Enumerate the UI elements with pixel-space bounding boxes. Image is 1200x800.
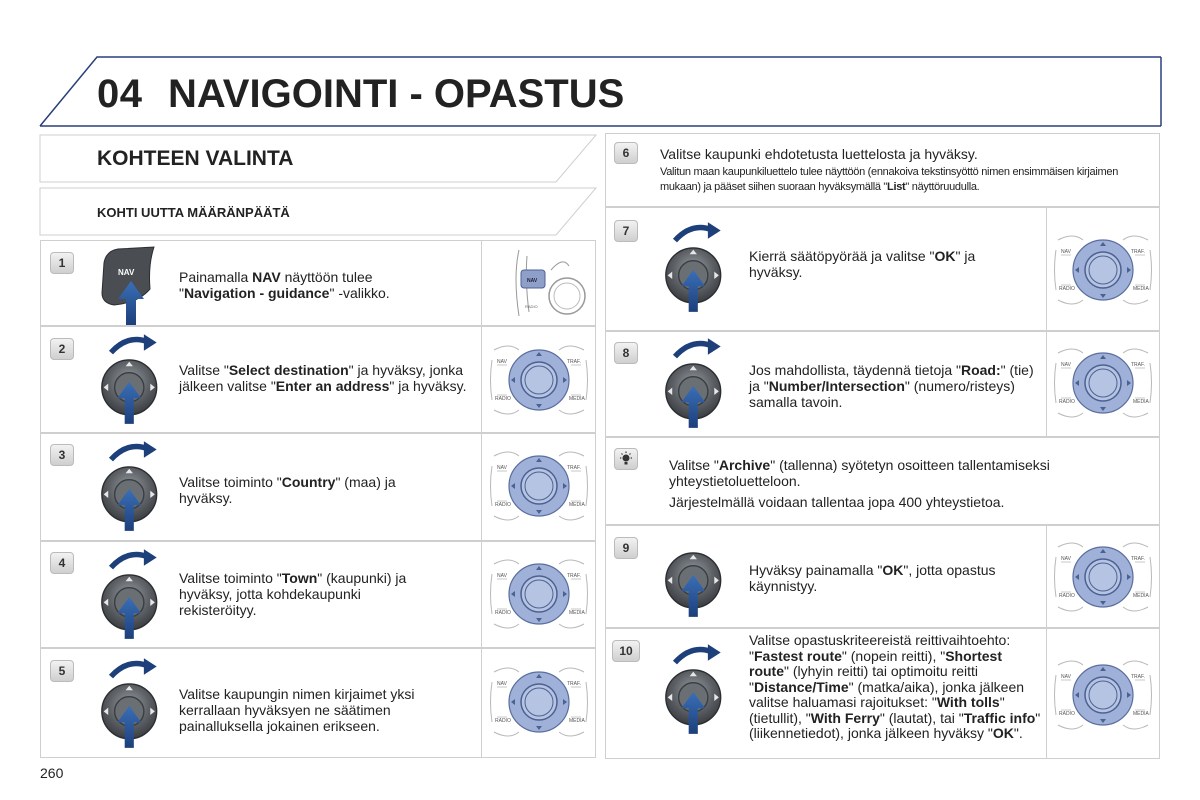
- controller-nav-label: NAV: [497, 573, 507, 579]
- step-text-5: [179, 686, 459, 734]
- bold-text: With tolls: [936, 694, 1000, 710]
- step-badge-10: 10: [612, 640, 640, 662]
- controller-diagram-icon: [1053, 343, 1153, 423]
- controller-trafic-label: TRAF.: [1131, 674, 1145, 680]
- text-run: Valitse kaupungin nimen kirjaimet yksi kerrallaan hyväksyen ne säätimen painalluksella jokainen erikseen.: [179, 686, 415, 734]
- bold-text: Archive: [718, 457, 771, 473]
- rotary-knob-icon: [664, 218, 728, 318]
- page-title: NAVIGOINTI - OPASTUS: [168, 72, 625, 116]
- text-run: " (maa) ja hyväksy.: [179, 474, 396, 506]
- controller-radio-label: RADIO: [1059, 593, 1075, 599]
- rotary-knob-icon: [664, 640, 728, 740]
- bold-text: Town: [281, 570, 318, 586]
- text-run: Valitse opastuskriteereistä reittivaihtoehto: ": [749, 632, 1011, 664]
- bold-text: Distance/Time: [753, 678, 849, 695]
- text-run: Jos mahdollista, täydennä tietoja ": [749, 362, 961, 378]
- text-run: Valitse ": [669, 457, 719, 473]
- step-text-7: [749, 248, 1019, 280]
- controller-trafic-label: TRAF.: [567, 465, 581, 471]
- controller-media-label: MEDIA: [569, 396, 585, 402]
- text-run: näyttöön tulee ": [179, 269, 373, 301]
- controller-nav-label: NAV: [497, 359, 507, 365]
- chapter-number: 04: [97, 72, 143, 116]
- text-run: " ja hyväksy, jonka jälkeen valitse ": [179, 362, 464, 394]
- controller-media-label: MEDIA: [1133, 711, 1149, 717]
- bold-text: Fastest route: [753, 647, 842, 664]
- text-run: Hyväksy painamalla ": [749, 562, 883, 578]
- step-badge-6: 6: [614, 142, 638, 164]
- controller-radio-label: RADIO: [495, 396, 511, 402]
- step-text-10: [749, 633, 1041, 742]
- controller-nav-label: NAV: [497, 465, 507, 471]
- controller-diagram-icon: [1053, 655, 1153, 735]
- text-run: " (numero/risteys) samalla tavoin.: [749, 378, 1015, 410]
- controller-radio-label: RADIO: [1059, 711, 1075, 717]
- controller-nav-label: NAV: [1061, 249, 1071, 255]
- nav-label: NAV: [118, 268, 135, 277]
- dash-nav-label: NAV: [527, 278, 538, 284]
- text-run: ".: [1013, 725, 1023, 741]
- step-text-6-main: Valitse kaupunki ehdotetusta luettelosta ja hyväksy.: [660, 146, 978, 162]
- controller-trafic-label: TRAF.: [1131, 556, 1145, 562]
- controller-diagram-icon: [489, 340, 589, 420]
- rotary-knob-icon: [100, 330, 164, 430]
- text-run: " (tallenna) syötetyn osoitteen tallentamiseksi yhteystietoluetteloon.: [669, 457, 1050, 489]
- controller-media-label: MEDIA: [1133, 593, 1149, 599]
- rotary-knob-icon: [100, 654, 164, 754]
- step-badge-1: 1: [50, 252, 74, 274]
- dash-radio-label: RADIO: [525, 304, 538, 309]
- section-subtitle: KOHTI UUTTA MÄÄRÄNPÄÄTÄ: [97, 205, 290, 220]
- text-run: ", jotta opastus käynnistyy.: [749, 562, 996, 594]
- bold-text: NAV: [252, 269, 281, 285]
- controller-media-label: MEDIA: [1133, 286, 1149, 292]
- controller-radio-label: RADIO: [495, 502, 511, 508]
- bold-text: Shortest route: [749, 647, 1003, 679]
- text-run: " -valikko.: [329, 285, 390, 301]
- step-badge-5: 5: [50, 660, 74, 682]
- controller-radio-label: RADIO: [495, 718, 511, 724]
- text-run: Valitse toiminto ": [179, 474, 282, 490]
- bold-text: Enter an address: [275, 378, 390, 394]
- controller-media-label: MEDIA: [569, 718, 585, 724]
- bold-text: OK: [934, 248, 956, 264]
- text-run: Painamalla: [179, 269, 253, 285]
- controller-trafic-label: TRAF.: [567, 573, 581, 579]
- controller-diagram-icon: [1053, 230, 1153, 310]
- text-run: Kierrä säätöpyörää ja valitse ": [749, 248, 935, 264]
- text-run: " (tietullit), ": [749, 694, 1005, 726]
- controller-media-label: MEDIA: [1133, 399, 1149, 405]
- controller-trafic-label: TRAF.: [567, 359, 581, 365]
- text-run: " (lautat), tai ": [879, 709, 964, 726]
- tip-text: [669, 457, 1139, 489]
- text-run: " (nopein reitti), ": [841, 647, 946, 664]
- nav-button-icon: [98, 245, 160, 325]
- bold-text: With Ferry: [810, 709, 880, 726]
- step-text-4: [179, 570, 434, 618]
- controller-nav-label: NAV: [497, 681, 507, 687]
- step-text-9: [749, 562, 1049, 594]
- controller-radio-label: RADIO: [1059, 399, 1075, 405]
- bold-text: Country: [281, 474, 336, 490]
- rotary-knob-icon: [664, 334, 728, 434]
- rotary-knob-icon: [100, 437, 164, 537]
- bold-text: List: [887, 181, 906, 193]
- dashboard-nav-control-icon: [507, 246, 587, 320]
- controller-radio-label: RADIO: [1059, 286, 1075, 292]
- bold-text: OK: [882, 562, 904, 578]
- bold-text: Road:: [960, 362, 1001, 378]
- controller-nav-label: NAV: [1061, 362, 1071, 368]
- step-text-2: [179, 362, 469, 394]
- bold-text: Traffic info: [963, 709, 1036, 726]
- bold-text: Select destination: [228, 362, 349, 378]
- text-run: " näyttöruudulla.: [905, 181, 980, 193]
- step-badge-4: 4: [50, 552, 74, 574]
- tip-text-line2: Järjestelmällä voidaan tallentaa jopa 400 yhteystietoa.: [669, 494, 1005, 510]
- bold-text: Number/Intersection: [768, 378, 905, 394]
- controller-trafic-label: TRAF.: [1131, 362, 1145, 368]
- step-badge-8: 8: [614, 342, 638, 364]
- step-badge-2: 2: [50, 338, 74, 360]
- text-run: " (lyhyin reitti) tai optimoitu reitti ": [749, 663, 979, 695]
- controller-trafic-label: TRAF.: [1131, 249, 1145, 255]
- step-text-1: [179, 269, 429, 301]
- step-badge-9: 9: [614, 537, 638, 559]
- text-run: " (tie) ja ": [749, 362, 1034, 394]
- step-badge-7: 7: [614, 220, 638, 242]
- text-run: " (matka/aika), jonka jälkeen valitse haluamasi rajoitukset: ": [749, 678, 1025, 710]
- step-text-6-detail: [660, 165, 1150, 195]
- controller-diagram-icon: [489, 554, 589, 634]
- page-number: 260: [40, 765, 64, 781]
- step-badge-3: 3: [50, 444, 74, 466]
- controller-diagram-icon: [489, 662, 589, 742]
- controller-radio-label: RADIO: [495, 610, 511, 616]
- section-title: KOHTEEN VALINTA: [97, 147, 294, 170]
- rotary-knob-icon: [664, 523, 728, 623]
- step-text-8: [749, 362, 1039, 410]
- controller-diagram-icon: [1053, 537, 1153, 617]
- text-run: Valitun maan kaupunkiluettelo tulee näyttöön (ennakoiva tekstinsyöttö nimen ensimmäisen kirjaimen mukaan) ja pääset siihen suoraan hyväksymällä ": [660, 166, 1119, 193]
- controller-media-label: MEDIA: [569, 610, 585, 616]
- controller-trafic-label: TRAF.: [567, 681, 581, 687]
- bold-text: OK: [992, 725, 1014, 741]
- controller-media-label: MEDIA: [569, 502, 585, 508]
- controller-nav-label: NAV: [1061, 674, 1071, 680]
- text-run: " (liikennetiedot), jonka jälkeen hyväksy ": [749, 709, 1041, 741]
- controller-diagram-icon: [489, 446, 589, 526]
- text-run: " ja hyväksy.: [749, 248, 976, 280]
- text-run: " (kaupunki) ja hyväksy, jotta kohdekaupunki rekisteröityy.: [179, 570, 407, 618]
- text-run: Valitse ": [179, 362, 229, 378]
- step-text-3: [179, 474, 449, 506]
- controller-nav-label: NAV: [1061, 556, 1071, 562]
- text-run: " ja hyväksy.: [389, 378, 467, 394]
- rotary-knob-icon: [100, 545, 164, 645]
- bold-text: Navigation - guidance: [183, 285, 330, 301]
- lightbulb-icon: [614, 448, 638, 470]
- text-run: Valitse toiminto ": [179, 570, 282, 586]
